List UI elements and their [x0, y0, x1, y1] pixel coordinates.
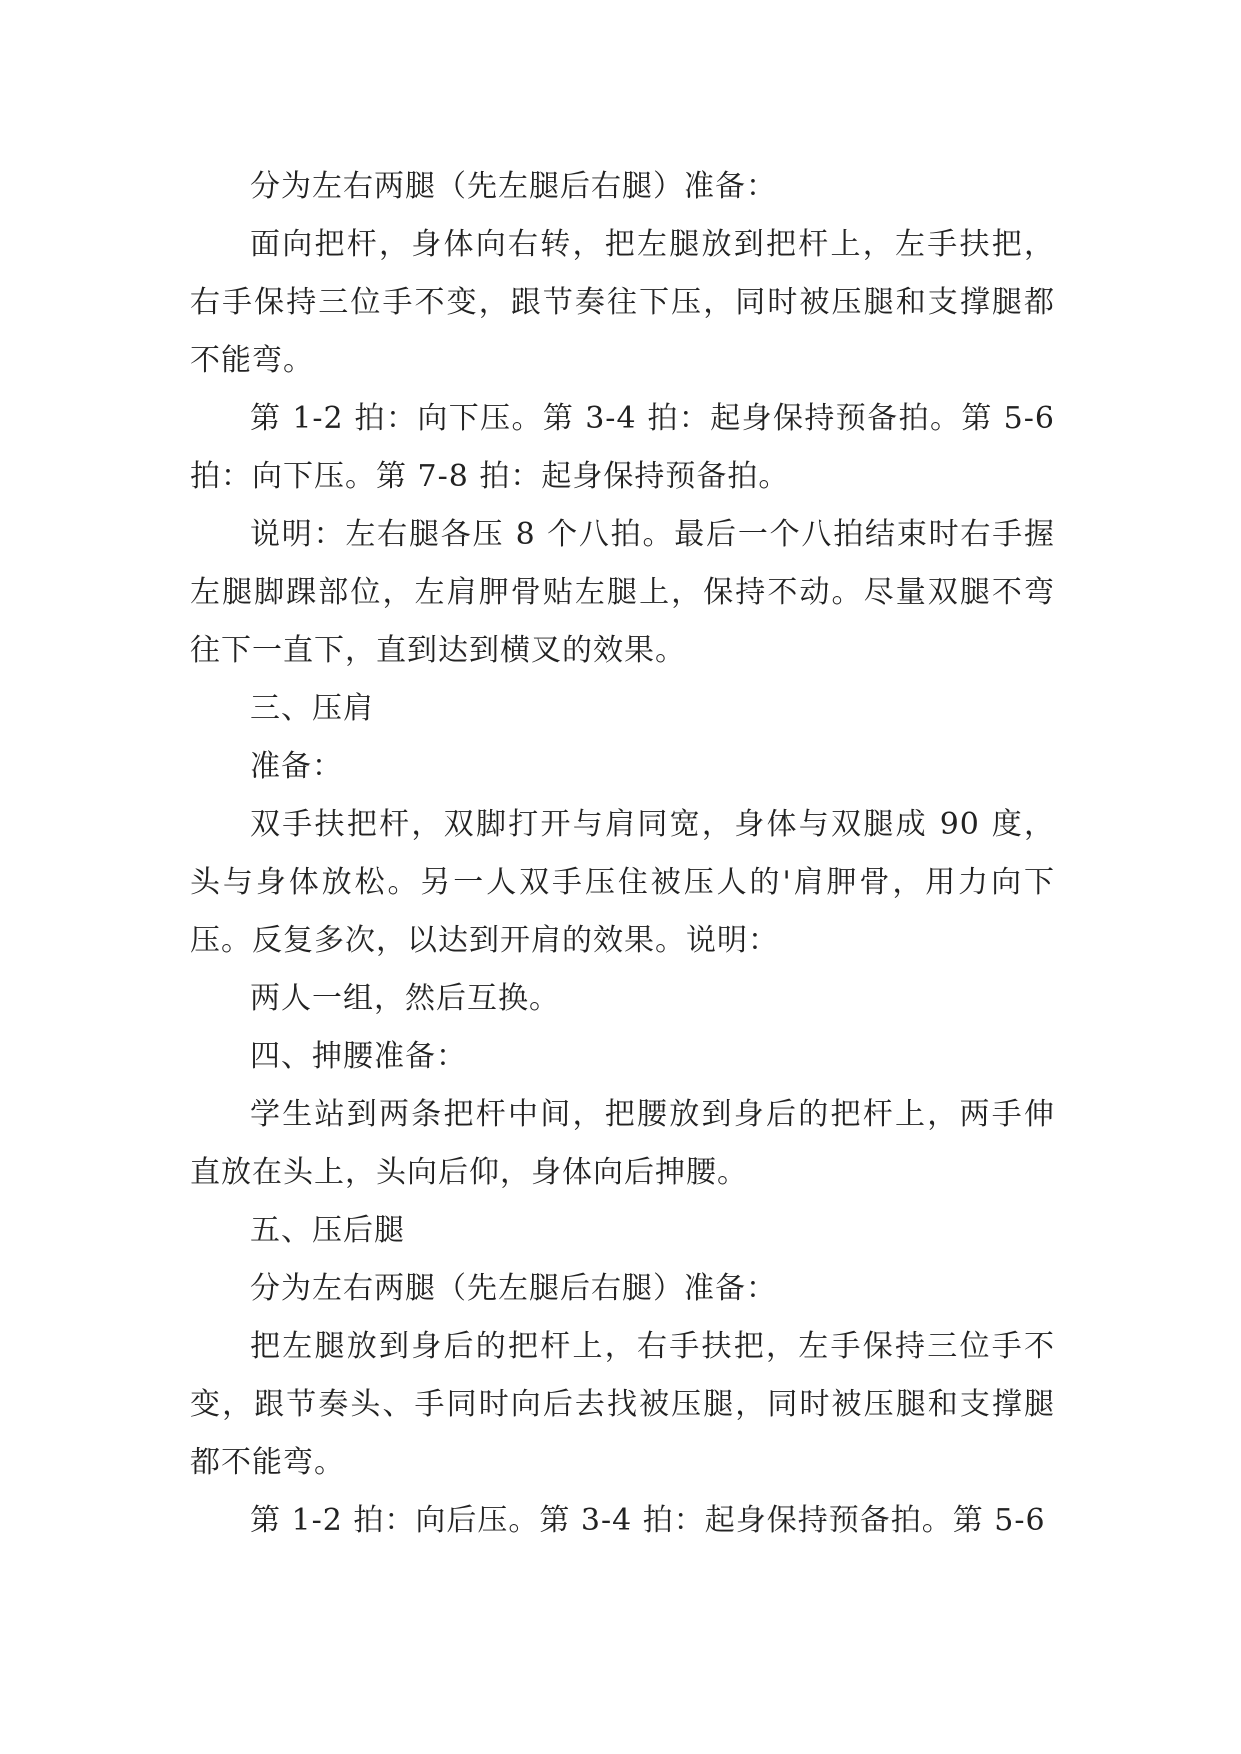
paragraph-shoulder-notes: 两人一组，然后互换。 [250, 981, 560, 1016]
paragraph-shoulder-prep-label: 准备： [250, 749, 343, 784]
paragraph-leg-split-prep: 分为左右两腿（先左腿后右腿）准备： [250, 169, 777, 204]
paragraph-front-leg-instructions: 面向把杆，身体向右转，把左腿放到把杆上，左手扶把，右手保持三位手不变，跟节奏往下压，同时被压腿和支撑腿都不能弯。 [190, 227, 1055, 378]
paragraph-waist-instructions: 学生站到两条把杆中间，把腰放到身后的把杆上，两手伸直放在头上，头向后仰，身体向后抻腰。 [190, 1097, 1055, 1190]
paragraph-back-leg-beats: 第 1-2 拍：向后压。第 3-4 拍：起身保持预备拍。第 5-6 [250, 1503, 1046, 1538]
section-heading-shoulder-press: 三、压肩 [250, 691, 374, 726]
section-heading-waist-stretch: 四、抻腰准备： [250, 1039, 467, 1074]
paragraph-front-leg-notes: 说明：左右腿各压 8 个八拍。最后一个八拍结束时右手握左腿脚踝部位，左肩胛骨贴左腿上，保持不动。尽量双腿不弯往下一直下，直到达到横叉的效果。 [190, 517, 1055, 668]
paragraph-shoulder-instructions: 双手扶把杆，双脚打开与肩同宽，身体与双腿成 90 度，头与身体放松。另一人双手压住被压人的'肩胛骨，用力向下压。反复多次，以达到开肩的效果。说明： [190, 807, 1055, 958]
document-body [190, 158, 1055, 1550]
section-heading-back-leg-press: 五、压后腿 [250, 1213, 405, 1248]
paragraph-front-leg-beats: 第 1-2 拍：向下压。第 3-4 拍：起身保持预备拍。第 5-6 拍：向下压。第 7-8 拍：起身保持预备拍。 [190, 401, 1055, 494]
paragraph-back-leg-instructions: 把左腿放到身后的把杆上，右手扶把，左手保持三位手不变，跟节奏头、手同时向后去找被压腿，同时被压腿和支撑腿都不能弯。 [190, 1329, 1055, 1480]
paragraph-back-leg-prep: 分为左右两腿（先左腿后右腿）准备： [250, 1271, 777, 1306]
